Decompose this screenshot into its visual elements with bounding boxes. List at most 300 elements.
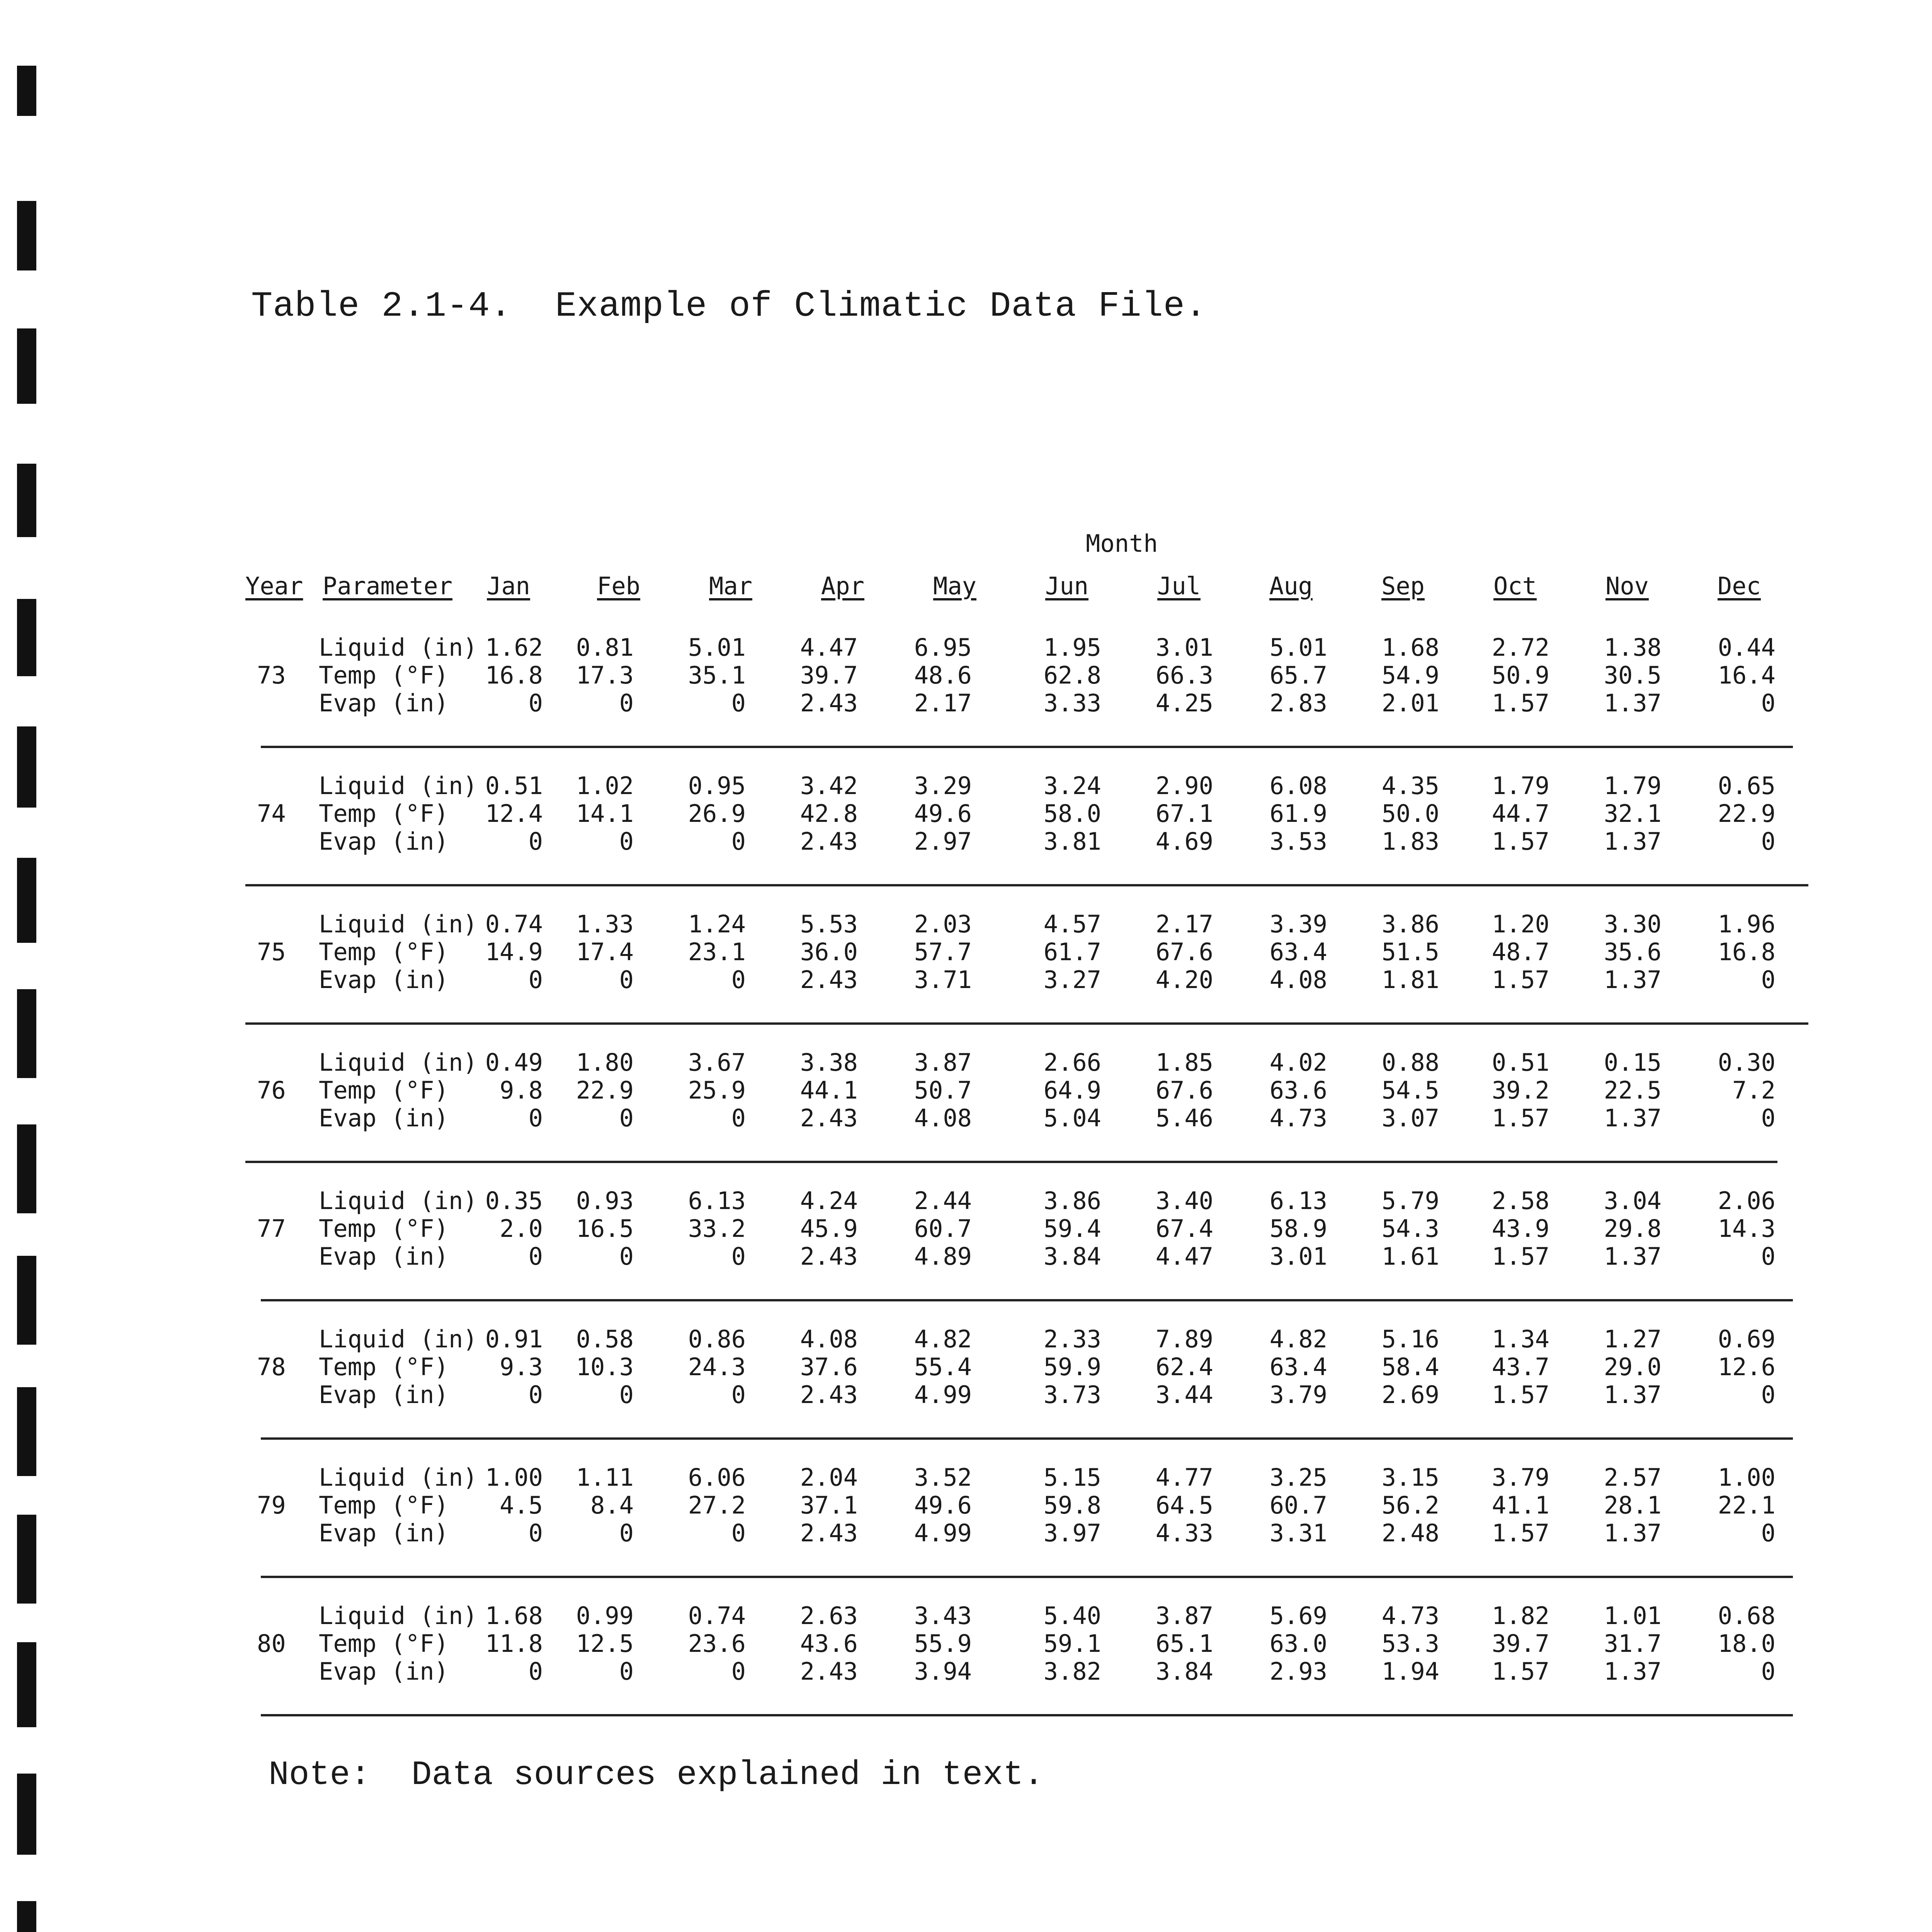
- table-cell: 39.7: [1492, 1629, 1549, 1658]
- header-month: Dec: [1718, 572, 1761, 600]
- table-cell: 0: [619, 1381, 634, 1409]
- table-cell: 1.38: [1604, 633, 1662, 662]
- table-cell: 6.13: [688, 1187, 746, 1215]
- binding-mark: [17, 1901, 36, 1932]
- parameter-label: Temp (°F): [319, 1076, 449, 1104]
- year-label: 80: [257, 1629, 286, 1658]
- table-cell: 4.25: [1155, 689, 1213, 717]
- table-cell: 4.5: [500, 1491, 543, 1519]
- table-cell: 23.1: [688, 938, 746, 966]
- header-month: Oct: [1493, 572, 1537, 600]
- table-cell: 6.95: [914, 633, 972, 662]
- table-cell: 5.01: [1269, 633, 1327, 662]
- table-cell: 2.93: [1269, 1657, 1327, 1685]
- table-cell: 3.33: [1043, 689, 1101, 717]
- table-cell: 3.87: [914, 1048, 972, 1077]
- table-cell: 4.08: [1269, 966, 1327, 994]
- table-cell: 63.4: [1269, 1353, 1327, 1381]
- table-cell: 0.44: [1718, 633, 1776, 662]
- table-cell: 16.5: [576, 1214, 634, 1243]
- table-cell: 29.8: [1604, 1214, 1662, 1243]
- table-cell: 1.94: [1381, 1657, 1439, 1685]
- table-cell: 4.47: [1155, 1242, 1213, 1270]
- table-cell: 2.0: [500, 1214, 543, 1243]
- parameter-label: Liquid (in): [319, 910, 478, 938]
- table-cell: 67.4: [1155, 1214, 1213, 1243]
- table-cell: 3.86: [1381, 910, 1439, 938]
- year-divider: [261, 1437, 1793, 1440]
- table-cell: 4.20: [1155, 966, 1213, 994]
- table-cell: 0: [731, 1381, 746, 1409]
- table-cell: 0: [731, 1657, 746, 1685]
- table-cell: 16.4: [1718, 661, 1776, 689]
- table-cell: 0: [731, 827, 746, 855]
- table-cell: 1.85: [1155, 1048, 1213, 1077]
- table-cell: 12.6: [1718, 1353, 1776, 1381]
- table-cell: 0: [619, 689, 634, 717]
- table-cell: 67.6: [1155, 938, 1213, 966]
- table-cell: 62.4: [1155, 1353, 1213, 1381]
- table-cell: 9.8: [500, 1076, 543, 1104]
- table-cell: 0: [528, 827, 543, 855]
- header-month: Jul: [1157, 572, 1201, 600]
- table-cell: 64.5: [1155, 1491, 1213, 1519]
- table-cell: 5.69: [1269, 1602, 1327, 1630]
- table-cell: 3.39: [1269, 910, 1327, 938]
- year-label: 73: [257, 661, 286, 689]
- table-cell: 0.49: [485, 1048, 543, 1077]
- table-cell: 1.79: [1604, 772, 1662, 800]
- table-cell: 1.37: [1604, 1104, 1662, 1132]
- year-divider: [261, 746, 1793, 748]
- table-cell: 22.9: [576, 1076, 634, 1104]
- binding-mark: [17, 599, 36, 676]
- table-cell: 14.1: [576, 799, 634, 828]
- table-cell: 0.88: [1381, 1048, 1439, 1077]
- table-cell: 5.79: [1381, 1187, 1439, 1215]
- binding-mark: [17, 1642, 36, 1727]
- table-cell: 22.9: [1718, 799, 1776, 828]
- table-cell: 1.96: [1718, 910, 1776, 938]
- table-cell: 4.82: [914, 1325, 972, 1353]
- table-cell: 1.37: [1604, 1242, 1662, 1270]
- parameter-label: Temp (°F): [319, 1214, 449, 1243]
- table-cell: 24.3: [688, 1353, 746, 1381]
- parameter-label: Liquid (in): [319, 1187, 478, 1215]
- table-cell: 2.66: [1043, 1048, 1101, 1077]
- table-cell: 3.53: [1269, 827, 1327, 855]
- table-cell: 48.6: [914, 661, 972, 689]
- table-cell: 0: [1761, 1381, 1776, 1409]
- table-cell: 0: [1761, 1242, 1776, 1270]
- table-cell: 17.3: [576, 661, 634, 689]
- table-cell: 1.57: [1492, 689, 1549, 717]
- table-cell: 0: [619, 1519, 634, 1547]
- table-cell: 2.03: [914, 910, 972, 938]
- table-cell: 57.7: [914, 938, 972, 966]
- table-cell: 1.80: [576, 1048, 634, 1077]
- table-cell: 2.43: [800, 966, 858, 994]
- table-cell: 27.2: [688, 1491, 746, 1519]
- table-cell: 3.01: [1155, 633, 1213, 662]
- table-cell: 45.9: [800, 1214, 858, 1243]
- table-cell: 0: [619, 1242, 634, 1270]
- table-cell: 1.68: [485, 1602, 543, 1630]
- table-cell: 0.93: [576, 1187, 634, 1215]
- table-cell: 0: [528, 1381, 543, 1409]
- table-cell: 3.52: [914, 1463, 972, 1492]
- header-month: Feb: [597, 572, 640, 600]
- table-cell: 0.68: [1718, 1602, 1776, 1630]
- table-cell: 43.6: [800, 1629, 858, 1658]
- table-cell: 4.02: [1269, 1048, 1327, 1077]
- table-cell: 4.69: [1155, 827, 1213, 855]
- table-cell: 54.5: [1381, 1076, 1439, 1104]
- table-cell: 48.7: [1492, 938, 1549, 966]
- parameter-label: Evap (in): [319, 1104, 449, 1132]
- table-cell: 3.79: [1269, 1381, 1327, 1409]
- table-cell: 64.9: [1043, 1076, 1101, 1104]
- binding-mark: [17, 989, 36, 1078]
- parameter-label: Liquid (in): [319, 1325, 478, 1353]
- table-cell: 17.4: [576, 938, 634, 966]
- table-cell: 4.57: [1043, 910, 1101, 938]
- table-cell: 2.43: [800, 1657, 858, 1685]
- table-cell: 62.8: [1043, 661, 1101, 689]
- table-cell: 25.9: [688, 1076, 746, 1104]
- table-cell: 2.17: [1155, 910, 1213, 938]
- table-cell: 5.01: [688, 633, 746, 662]
- table-cell: 4.24: [800, 1187, 858, 1215]
- table-cell: 1.37: [1604, 1657, 1662, 1685]
- table-cell: 59.8: [1043, 1491, 1101, 1519]
- table-cell: 4.77: [1155, 1463, 1213, 1492]
- table-cell: 1.57: [1492, 1104, 1549, 1132]
- table-cell: 1.20: [1492, 910, 1549, 938]
- table-cell: 51.5: [1381, 938, 1439, 966]
- table-cell: 28.1: [1604, 1491, 1662, 1519]
- table-cell: 1.95: [1043, 633, 1101, 662]
- table-cell: 0.58: [576, 1325, 634, 1353]
- table-cell: 2.57: [1604, 1463, 1662, 1492]
- parameter-label: Temp (°F): [319, 799, 449, 828]
- table-cell: 22.1: [1718, 1491, 1776, 1519]
- table-cell: 43.7: [1492, 1353, 1549, 1381]
- table-cell: 0.95: [688, 772, 746, 800]
- parameter-label: Evap (in): [319, 1657, 449, 1685]
- table-cell: 54.3: [1381, 1214, 1439, 1243]
- header-month: Aug: [1269, 572, 1313, 600]
- table-cell: 0: [731, 1519, 746, 1547]
- table-cell: 66.3: [1155, 661, 1213, 689]
- table-cell: 7.89: [1155, 1325, 1213, 1353]
- table-cell: 63.0: [1269, 1629, 1327, 1658]
- table-cell: 65.7: [1269, 661, 1327, 689]
- parameter-label: Temp (°F): [319, 1629, 449, 1658]
- table-cell: 4.99: [914, 1381, 972, 1409]
- binding-mark: [17, 201, 36, 270]
- table-cell: 6.08: [1269, 772, 1327, 800]
- table-cell: 3.71: [914, 966, 972, 994]
- table-cell: 2.43: [800, 1104, 858, 1132]
- table-cell: 0: [731, 966, 746, 994]
- table-cell: 44.1: [800, 1076, 858, 1104]
- table-cell: 0: [528, 1242, 543, 1270]
- table-cell: 0: [1761, 1519, 1776, 1547]
- header-month: Sep: [1381, 572, 1425, 600]
- table-cell: 3.04: [1604, 1187, 1662, 1215]
- table-cell: 3.73: [1043, 1381, 1101, 1409]
- table-cell: 4.82: [1269, 1325, 1327, 1353]
- table-cell: 2.43: [800, 1242, 858, 1270]
- table-cell: 18.0: [1718, 1629, 1776, 1658]
- table-cell: 53.3: [1381, 1629, 1439, 1658]
- table-cell: 1.62: [485, 633, 543, 662]
- table-cell: 0.86: [688, 1325, 746, 1353]
- table-cell: 1.34: [1492, 1325, 1549, 1353]
- table-cell: 2.43: [800, 1381, 858, 1409]
- table-cell: 2.44: [914, 1187, 972, 1215]
- year-label: 75: [257, 938, 286, 966]
- table-cell: 32.1: [1604, 799, 1662, 828]
- table-cell: 0.74: [485, 910, 543, 938]
- table-cell: 0: [731, 689, 746, 717]
- table-cell: 1.37: [1604, 827, 1662, 855]
- table-cell: 58.9: [1269, 1214, 1327, 1243]
- year-divider: [261, 1299, 1793, 1301]
- table-cell: 22.5: [1604, 1076, 1662, 1104]
- table-cell: 3.15: [1381, 1463, 1439, 1492]
- table-cell: 7.2: [1732, 1076, 1776, 1104]
- parameter-label: Evap (in): [319, 1519, 449, 1547]
- table-cell: 3.31: [1269, 1519, 1327, 1547]
- binding-mark: [17, 1256, 36, 1345]
- table-cell: 4.89: [914, 1242, 972, 1270]
- table-cell: 37.1: [800, 1491, 858, 1519]
- table-cell: 4.99: [914, 1519, 972, 1547]
- parameter-label: Temp (°F): [319, 1491, 449, 1519]
- table-cell: 31.7: [1604, 1629, 1662, 1658]
- year-label: 74: [257, 799, 286, 828]
- table-cell: 49.6: [914, 799, 972, 828]
- year-label: 78: [257, 1353, 286, 1381]
- parameter-label: Temp (°F): [319, 938, 449, 966]
- table-cell: 10.3: [576, 1353, 634, 1381]
- table-cell: 65.1: [1155, 1629, 1213, 1658]
- binding-mark: [17, 464, 36, 537]
- table-cell: 2.04: [800, 1463, 858, 1492]
- table-cell: 2.58: [1492, 1187, 1549, 1215]
- table-cell: 0: [1761, 689, 1776, 717]
- table-note: Note: Data sources explained in text.: [269, 1756, 1044, 1794]
- table-cell: 0.99: [576, 1602, 634, 1630]
- table-cell: 6.13: [1269, 1187, 1327, 1215]
- table-cell: 1.00: [485, 1463, 543, 1492]
- table-cell: 67.1: [1155, 799, 1213, 828]
- binding-mark: [17, 66, 36, 116]
- table-cell: 4.73: [1381, 1602, 1439, 1630]
- binding-mark: [17, 1387, 36, 1476]
- table-cell: 1.27: [1604, 1325, 1662, 1353]
- table-cell: 1.37: [1604, 966, 1662, 994]
- table-cell: 3.94: [914, 1657, 972, 1685]
- table-cell: 30.5: [1604, 661, 1662, 689]
- table-cell: 3.42: [800, 772, 858, 800]
- table-cell: 0: [528, 966, 543, 994]
- table-cell: 6.06: [688, 1463, 746, 1492]
- table-cell: 0: [1761, 1104, 1776, 1132]
- table-cell: 1.57: [1492, 1381, 1549, 1409]
- table-cell: 0.35: [485, 1187, 543, 1215]
- table-cell: 50.7: [914, 1076, 972, 1104]
- header-month: Jan: [487, 572, 530, 600]
- table-cell: 1.02: [576, 772, 634, 800]
- parameter-label: Evap (in): [319, 1242, 449, 1270]
- table-cell: 63.6: [1269, 1076, 1327, 1104]
- table-cell: 3.86: [1043, 1187, 1101, 1215]
- table-cell: 3.44: [1155, 1381, 1213, 1409]
- table-cell: 59.1: [1043, 1629, 1101, 1658]
- table-cell: 0: [619, 1104, 634, 1132]
- binding-mark: [17, 858, 36, 943]
- parameter-label: Liquid (in): [319, 1048, 478, 1077]
- table-cell: 1.57: [1492, 827, 1549, 855]
- table-cell: 3.97: [1043, 1519, 1101, 1547]
- table-cell: 5.40: [1043, 1602, 1101, 1630]
- table-cell: 3.87: [1155, 1602, 1213, 1630]
- table-cell: 1.37: [1604, 689, 1662, 717]
- header-month: Mar: [709, 572, 752, 600]
- header-month: Jun: [1045, 572, 1088, 600]
- table-cell: 39.7: [800, 661, 858, 689]
- table-cell: 43.9: [1492, 1214, 1549, 1243]
- table-cell: 5.46: [1155, 1104, 1213, 1132]
- table-cell: 5.16: [1381, 1325, 1439, 1353]
- table-cell: 55.9: [914, 1629, 972, 1658]
- table-cell: 2.48: [1381, 1519, 1439, 1547]
- year-divider: [261, 1576, 1793, 1578]
- table-cell: 2.43: [800, 827, 858, 855]
- year-divider: [245, 1161, 1777, 1163]
- table-cell: 3.25: [1269, 1463, 1327, 1492]
- month-column-group-header: Month: [1086, 529, 1158, 558]
- table-cell: 36.0: [800, 938, 858, 966]
- table-cell: 35.6: [1604, 938, 1662, 966]
- binding-mark: [17, 726, 36, 808]
- table-cell: 58.4: [1381, 1353, 1439, 1381]
- table-cell: 3.24: [1043, 772, 1101, 800]
- table-cell: 0.30: [1718, 1048, 1776, 1077]
- table-cell: 3.30: [1604, 910, 1662, 938]
- table-cell: 1.57: [1492, 966, 1549, 994]
- binding-mark: [17, 1515, 36, 1604]
- table-cell: 4.33: [1155, 1519, 1213, 1547]
- table-cell: 1.11: [576, 1463, 634, 1492]
- table-cell: 0: [1761, 966, 1776, 994]
- table-cell: 3.84: [1155, 1657, 1213, 1685]
- header-parameter: Parameter: [323, 572, 452, 600]
- table-cell: 11.8: [485, 1629, 543, 1658]
- table-cell: 1.68: [1381, 633, 1439, 662]
- table-cell: 35.1: [688, 661, 746, 689]
- table-cell: 55.4: [914, 1353, 972, 1381]
- table-cell: 1.57: [1492, 1519, 1549, 1547]
- table-cell: 1.37: [1604, 1519, 1662, 1547]
- table-cell: 33.2: [688, 1214, 746, 1243]
- table-cell: 50.0: [1381, 799, 1439, 828]
- table-cell: 1.82: [1492, 1602, 1549, 1630]
- table-cell: 3.82: [1043, 1657, 1101, 1685]
- header-month: Apr: [821, 572, 864, 600]
- table-cell: 1.81: [1381, 966, 1439, 994]
- table-cell: 4.47: [800, 633, 858, 662]
- year-label: 77: [257, 1214, 286, 1243]
- table-cell: 2.01: [1381, 689, 1439, 717]
- table-cell: 3.67: [688, 1048, 746, 1077]
- table-cell: 39.2: [1492, 1076, 1549, 1104]
- table-cell: 29.0: [1604, 1353, 1662, 1381]
- table-cell: 0.51: [1492, 1048, 1549, 1077]
- binding-mark: [17, 1124, 36, 1213]
- table-cell: 4.08: [914, 1104, 972, 1132]
- table-cell: 5.15: [1043, 1463, 1101, 1492]
- table-cell: 59.4: [1043, 1214, 1101, 1243]
- year-label: 79: [257, 1491, 286, 1519]
- table-cell: 0.74: [688, 1602, 746, 1630]
- table-cell: 0.81: [576, 633, 634, 662]
- table-cell: 2.69: [1381, 1381, 1439, 1409]
- table-cell: 0: [619, 827, 634, 855]
- year-label: 76: [257, 1076, 286, 1104]
- table-cell: 1.79: [1492, 772, 1549, 800]
- header-month: Nov: [1605, 572, 1649, 600]
- table-cell: 56.2: [1381, 1491, 1439, 1519]
- table-cell: 3.79: [1492, 1463, 1549, 1492]
- table-cell: 0.69: [1718, 1325, 1776, 1353]
- table-title: Table 2.1-4. Example of Climatic Data File.: [251, 286, 1207, 327]
- parameter-label: Liquid (in): [319, 1602, 478, 1630]
- table-cell: 0: [528, 689, 543, 717]
- table-cell: 0: [619, 1657, 634, 1685]
- table-cell: 16.8: [485, 661, 543, 689]
- table-cell: 0.15: [1604, 1048, 1662, 1077]
- parameter-label: Evap (in): [319, 827, 449, 855]
- table-cell: 1.57: [1492, 1657, 1549, 1685]
- table-cell: 2.72: [1492, 633, 1549, 662]
- table-cell: 58.0: [1043, 799, 1101, 828]
- table-cell: 59.9: [1043, 1353, 1101, 1381]
- table-cell: 0.51: [485, 772, 543, 800]
- table-cell: 2.33: [1043, 1325, 1101, 1353]
- table-cell: 23.6: [688, 1629, 746, 1658]
- table-cell: 3.29: [914, 772, 972, 800]
- table-cell: 1.37: [1604, 1381, 1662, 1409]
- year-divider: [261, 1714, 1793, 1716]
- table-cell: 2.83: [1269, 689, 1327, 717]
- parameter-label: Evap (in): [319, 1381, 449, 1409]
- table-cell: 0: [528, 1104, 543, 1132]
- table-cell: 60.7: [1269, 1491, 1327, 1519]
- table-cell: 3.07: [1381, 1104, 1439, 1132]
- header-year: Year: [245, 572, 303, 600]
- binding-mark: [17, 328, 36, 404]
- parameter-label: Liquid (in): [319, 633, 478, 662]
- table-cell: 9.3: [500, 1353, 543, 1381]
- table-cell: 3.38: [800, 1048, 858, 1077]
- parameter-label: Temp (°F): [319, 661, 449, 689]
- year-divider: [245, 1022, 1808, 1025]
- table-cell: 3.84: [1043, 1242, 1101, 1270]
